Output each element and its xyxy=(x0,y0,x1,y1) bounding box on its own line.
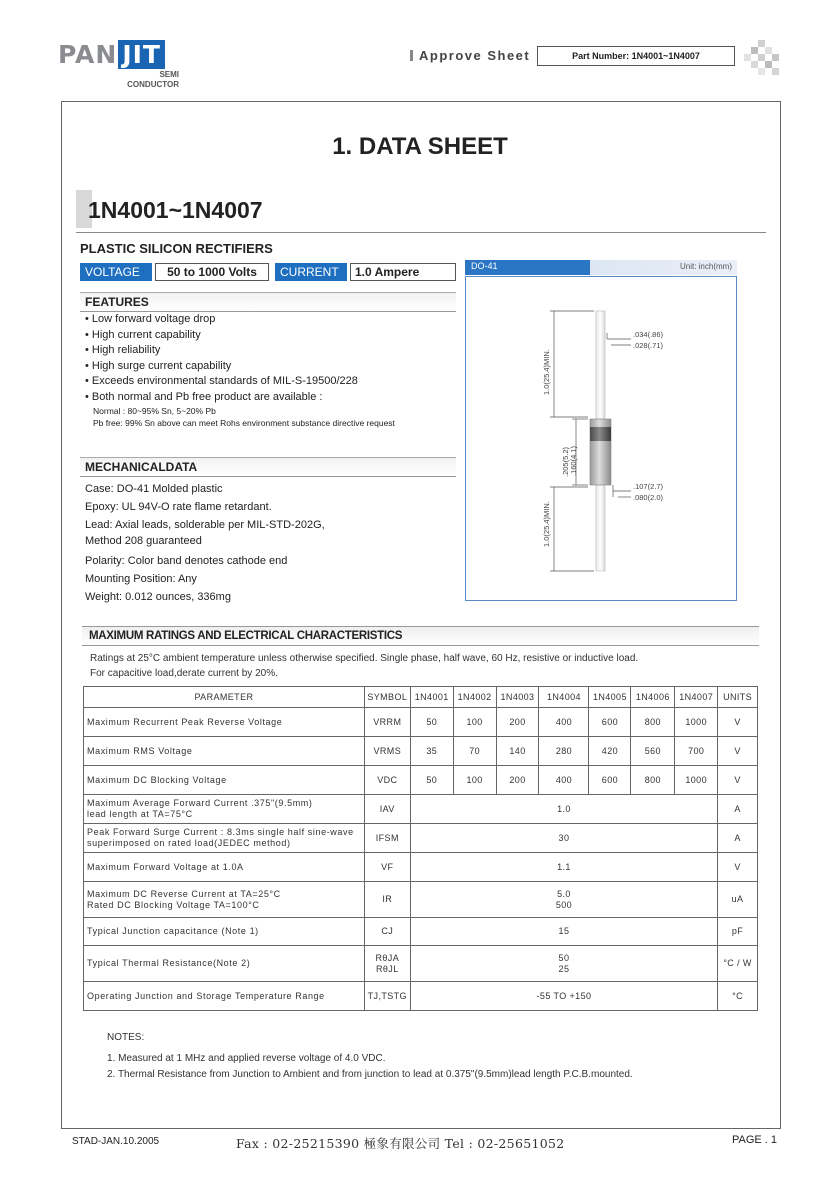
ratings-conditions xyxy=(90,651,638,681)
table-row xyxy=(84,853,758,882)
feature-item: • High surge current capability xyxy=(85,359,232,372)
dim-body-dia-max: .107(2.7) xyxy=(633,482,664,491)
parameter-cell xyxy=(84,918,365,946)
header-part: 1N4006 xyxy=(631,687,675,708)
value-cell: 400 xyxy=(539,766,589,795)
dim-lead-dia-max: .034(.86) xyxy=(633,330,664,339)
parameter-cell-text: Maximum DC Reverse Current at TA=25°C xyxy=(87,888,281,899)
units-cell xyxy=(718,824,758,853)
dim-lead-bottom: 1.0(25.4)MIN. xyxy=(542,501,551,547)
units-cell xyxy=(718,708,758,737)
header-part: 1N4004 xyxy=(539,687,589,708)
page-title: 1. DATA SHEET xyxy=(332,133,508,160)
feature-item: • Low forward voltage drop xyxy=(85,313,216,325)
value-cell-merged xyxy=(410,853,717,882)
header-part: 1N4001 xyxy=(410,687,453,708)
logo-sub-line-2: CONDUCTOR xyxy=(127,80,179,89)
units-cell xyxy=(718,982,758,1011)
units-cell-text: V xyxy=(734,774,741,785)
dim-body-dia-min: .080(2.0) xyxy=(633,493,664,502)
symbol-cell xyxy=(364,882,410,918)
note-1: 1. Measured at 1 MHz and applied reverse voltage of 4.0 VDC. xyxy=(107,1053,386,1064)
units-cell-text: °C / W xyxy=(723,958,752,968)
table-row xyxy=(84,946,758,982)
ratings-note-1: Ratings at 25°C ambient temperature unless otherwise specified. Single phase, half wave, 60 Hz, resistive or inductive load. xyxy=(90,653,639,664)
symbol-cell-text: RθJL xyxy=(375,963,399,974)
current-tag: CURRENT xyxy=(275,263,347,281)
mech-item: Method 208 guaranteed xyxy=(85,535,202,547)
symbol-cell-text: VRMS xyxy=(373,745,402,756)
mechanical-heading: MECHANICALDATA xyxy=(80,457,456,477)
unit-label: Unit: inch(mm) xyxy=(679,262,732,271)
voltage-tag: VOLTAGE xyxy=(80,263,152,281)
feature-sub-item: Normal : 80~95% Sn, 5~20% Pb xyxy=(93,406,216,416)
features-heading: FEATURES xyxy=(80,292,456,312)
value-cell-merged xyxy=(410,946,717,982)
feature-sub-item: Pb free: 99% Sn above can meet Rohs environment substance directive request xyxy=(93,418,395,428)
parameter-cell xyxy=(84,708,365,737)
symbol-cell-text: IR xyxy=(382,894,393,904)
value-cell: 600 xyxy=(589,766,631,795)
features-list xyxy=(85,312,455,429)
units-cell-text: uA xyxy=(731,894,744,904)
value-cell: 50 xyxy=(410,708,453,737)
value-cell: 100 xyxy=(453,708,496,737)
voltage-value: 50 to 1000 Volts xyxy=(155,263,269,281)
parameter-cell xyxy=(84,766,365,795)
value-cell-merged-text: 1.1 xyxy=(557,861,571,872)
value-cell-merged-text: -55 TO +150 xyxy=(536,990,592,1001)
mechanical-list xyxy=(85,480,455,606)
current-value: 1.0 Ampere xyxy=(350,263,456,281)
footer-page-number: PAGE . 1 xyxy=(732,1134,778,1146)
parameter-cell xyxy=(84,795,365,824)
symbol-cell xyxy=(364,982,410,1011)
table-row xyxy=(84,824,758,853)
logo-subtitle xyxy=(123,70,179,90)
symbol-cell-text: RθJA xyxy=(375,952,400,963)
units-cell xyxy=(718,737,758,766)
units-cell-text: V xyxy=(734,716,741,727)
ratings-table xyxy=(83,686,758,1011)
table-row xyxy=(84,766,758,795)
product-subtitle: PLASTIC SILICON RECTIFIERS xyxy=(80,241,273,256)
value-cell: 50 xyxy=(410,766,453,795)
value-cell: 200 xyxy=(496,708,539,737)
value-cell-merged xyxy=(410,882,717,918)
symbol-cell xyxy=(364,708,410,737)
units-cell xyxy=(718,795,758,824)
value-cell: 560 xyxy=(631,737,675,766)
value-cell: 400 xyxy=(539,708,589,737)
parameter-cell-text: Peak Forward Surge Current : 8.3ms single half sine-wave xyxy=(87,827,354,837)
header-symbol: SYMBOL xyxy=(364,687,410,708)
symbol-cell-text: CJ xyxy=(381,926,394,936)
header-part: 1N4002 xyxy=(453,687,496,708)
notes-section xyxy=(107,1030,633,1083)
approve-sheet-label xyxy=(410,48,530,63)
table-header-row xyxy=(84,687,758,708)
symbol-cell xyxy=(364,766,410,795)
diode-outline-drawing xyxy=(466,277,736,600)
dim-body-len-min: .160(4.1) xyxy=(569,445,578,476)
table-row xyxy=(84,882,758,918)
approve-text: Approve Sheet xyxy=(419,48,531,63)
symbol-cell xyxy=(364,853,410,882)
units-cell xyxy=(718,918,758,946)
header-part: 1N4005 xyxy=(589,687,631,708)
value-cell: 800 xyxy=(631,766,675,795)
parameter-cell-text: Maximum DC Blocking Voltage xyxy=(87,774,227,785)
table-row xyxy=(84,982,758,1011)
part-number-box: Part Number: 1N4001~1N4007 xyxy=(537,46,735,66)
dim-lead-top: 1.0(25.4)MIN. xyxy=(542,349,551,395)
value-cell-merged-text: 1.0 xyxy=(557,803,571,814)
mech-item: Weight: 0.012 ounces, 336mg xyxy=(85,591,231,603)
symbol-cell-text: TJ,TSTG xyxy=(367,990,407,1001)
units-cell-text: V xyxy=(734,861,741,872)
logo-sub-line-1: SEMI xyxy=(159,70,179,79)
value-cell: 35 xyxy=(410,737,453,766)
symbol-cell xyxy=(364,946,410,982)
value-cell-merged-text: 15 xyxy=(558,926,570,936)
parameter-cell xyxy=(84,853,365,882)
value-cell: 1000 xyxy=(675,766,718,795)
value-cell: 140 xyxy=(496,737,539,766)
symbol-cell-text: VRRM xyxy=(373,716,402,727)
note-2: 2. Thermal Resistance from Junction to Ambient and from junction to lead at 0.375"(9.5mm)lead length P.C.B.mounted. xyxy=(107,1069,633,1080)
mech-item: Epoxy: UL 94V-O rate flame retardant. xyxy=(85,501,272,513)
parameter-cell-text: Typical Thermal Resistance(Note 2) xyxy=(87,958,251,968)
value-cell-merged xyxy=(410,824,717,853)
value-cell: 280 xyxy=(539,737,589,766)
value-cell: 1000 xyxy=(675,708,718,737)
checker-decoration-icon xyxy=(744,40,784,80)
package-diagram xyxy=(465,276,737,601)
units-cell xyxy=(718,853,758,882)
symbol-cell-text: VF xyxy=(381,861,394,872)
parameter-cell xyxy=(84,882,365,918)
value-cell-merged-text: 500 xyxy=(555,899,573,910)
value-cell: 70 xyxy=(453,737,496,766)
ratings-note-2: For capacitive load,derate current by 20%. xyxy=(90,668,278,679)
feature-item: • High current capability xyxy=(85,328,201,341)
value-cell-merged-text: 5.0 xyxy=(557,888,571,899)
table-row xyxy=(84,795,758,824)
header-part: 1N4003 xyxy=(496,687,539,708)
logo-jit: JIT xyxy=(118,40,165,69)
value-cell-merged-text: 30 xyxy=(558,832,570,843)
units-cell xyxy=(718,766,758,795)
symbol-cell xyxy=(364,795,410,824)
value-cell: 420 xyxy=(589,737,631,766)
header-units: UNITS xyxy=(718,687,758,708)
table-row xyxy=(84,918,758,946)
parameter-cell xyxy=(84,982,365,1011)
parameter-cell-text: Typical Junction capacitance (Note 1) xyxy=(87,926,259,936)
mech-item: Polarity: Color band denotes cathode end xyxy=(85,555,288,567)
value-cell-merged-text: 25 xyxy=(558,963,570,974)
part-title-divider xyxy=(76,232,766,233)
footer-contact: Fax : 02-25215390 極象有限公司 Tel : 02-25651052 xyxy=(236,1136,565,1151)
value-cell-merged xyxy=(410,918,717,946)
symbol-cell-text: VDC xyxy=(377,774,398,785)
logo-pan: PAN xyxy=(58,40,118,69)
value-cell: 200 xyxy=(496,766,539,795)
value-cell-merged xyxy=(410,795,717,824)
value-cell: 800 xyxy=(631,708,675,737)
units-cell-text: A xyxy=(734,832,741,843)
dim-lead-dia-min: .028(.71) xyxy=(633,341,664,350)
feature-item: • Both normal and Pb free product are available : xyxy=(85,390,323,403)
table-row xyxy=(84,708,758,737)
diagram-header xyxy=(465,260,737,275)
mech-item: Lead: Axial leads, solderable per MIL-STD-202G, xyxy=(85,519,325,531)
header-part: 1N4007 xyxy=(675,687,718,708)
ratings-heading: MAXIMUM RATINGS AND ELECTRICAL CHARACTERISTICS xyxy=(82,626,759,646)
parameter-cell-text: Maximum Average Forward Current .375"(9.5mm) xyxy=(87,798,313,808)
parameter-cell xyxy=(84,824,365,853)
symbol-cell xyxy=(364,918,410,946)
value-cell: 100 xyxy=(453,766,496,795)
units-cell xyxy=(718,882,758,918)
package-label: DO-41 xyxy=(471,261,498,271)
feature-item: • Exceeds environmental standards of MIL-S-19500/228 xyxy=(85,375,358,387)
notes-heading: NOTES: xyxy=(107,1032,145,1043)
company-logo xyxy=(58,40,165,69)
units-cell-text: A xyxy=(734,803,741,814)
units-cell xyxy=(718,946,758,982)
dim-body-len-max: .205(5.2) xyxy=(561,446,570,477)
parameter-cell xyxy=(84,737,365,766)
value-cell: 600 xyxy=(589,708,631,737)
units-cell-text: pF xyxy=(731,926,744,936)
footer-doc-code: STAD-JAN.10.2005 xyxy=(72,1136,160,1147)
units-cell-text: °C xyxy=(732,990,744,1001)
parameter-cell-text: Maximum RMS Voltage xyxy=(87,745,193,756)
value-cell-merged xyxy=(410,982,717,1011)
parameter-cell-text: superimposed on rated load(JEDEC method) xyxy=(87,838,291,848)
feature-item: • High reliability xyxy=(85,344,161,356)
symbol-cell-text: IAV xyxy=(379,803,395,814)
parameter-cell-text: Maximum Forward Voltage at 1.0A xyxy=(87,861,244,872)
header-parameter: PARAMETER xyxy=(84,687,365,708)
symbol-cell xyxy=(364,737,410,766)
parameter-cell-text: Operating Junction and Storage Temperature Range xyxy=(87,990,325,1001)
parameter-cell-text: Rated DC Blocking Voltage TA=100°C xyxy=(87,899,260,910)
parameter-cell xyxy=(84,946,365,982)
value-cell: 700 xyxy=(675,737,718,766)
table-row xyxy=(84,737,758,766)
mech-item: Case: DO-41 Molded plastic xyxy=(85,483,223,495)
part-title: 1N4001~1N4007 xyxy=(88,197,263,223)
parameter-cell-text: Maximum Recurrent Peak Reverse Voltage xyxy=(87,716,283,727)
mech-item: Mounting Position: Any xyxy=(85,573,197,585)
value-cell-merged-text: 50 xyxy=(558,952,570,963)
symbol-cell xyxy=(364,824,410,853)
symbol-cell-text: IFSM xyxy=(375,832,399,843)
units-cell-text: V xyxy=(734,745,741,756)
parameter-cell-text: lead length at TA=75°C xyxy=(87,809,193,819)
